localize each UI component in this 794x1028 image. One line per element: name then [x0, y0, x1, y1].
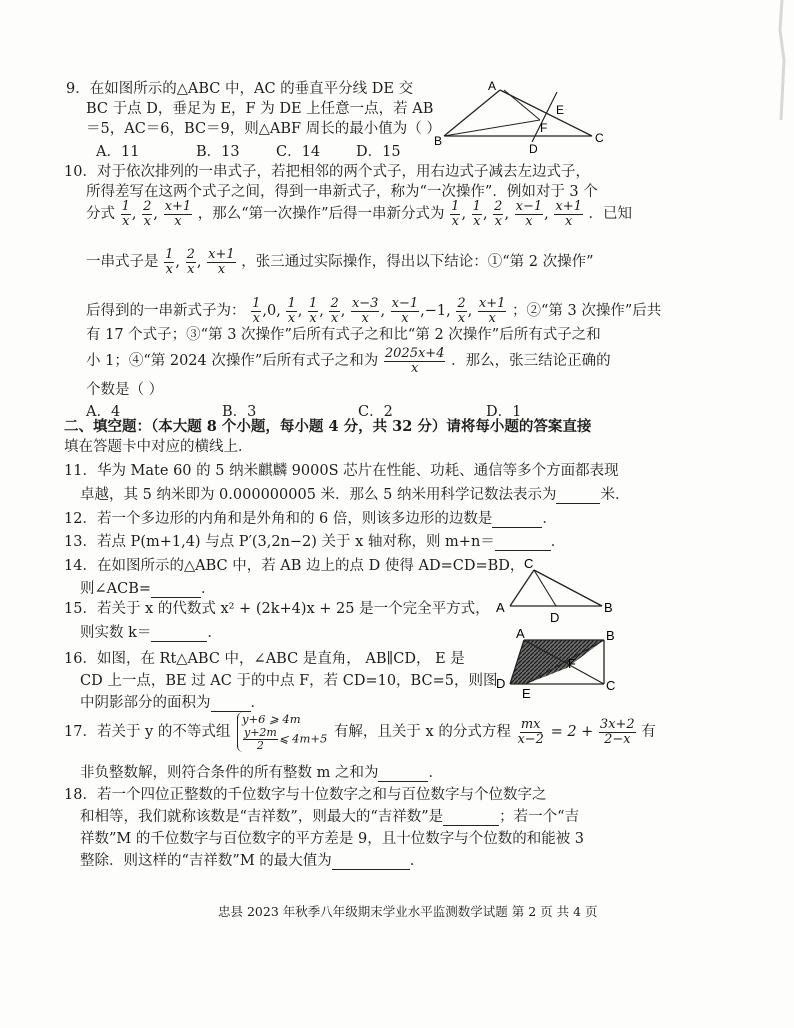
answer-blank[interactable]: [495, 536, 551, 551]
comma: ,: [276, 303, 281, 319]
q18-text: ；若一个“吉: [499, 809, 580, 825]
answer-blank[interactable]: [151, 583, 201, 598]
numerator: y+2m: [243, 726, 277, 739]
q18-line3: 祥数”M 的千位数字与百位数字的平方差是 9，且十位数字与个位数的和能被 3: [80, 831, 585, 847]
denominator: x: [451, 213, 459, 229]
numerator: 2: [186, 246, 195, 262]
inequality-1: y+6 ⩾ 4m: [241, 712, 301, 726]
q16-line3: [80, 694, 265, 712]
denominator: x: [488, 310, 496, 326]
q17-text: 有解，且关于 x 的分式方程: [333, 724, 511, 740]
q14-label-b: B: [604, 600, 613, 615]
q14-label-d: D: [550, 610, 560, 625]
fraction: [164, 200, 193, 229]
numerator: 1: [287, 295, 296, 311]
answer-blank[interactable]: [443, 811, 499, 826]
numerator: x−1: [515, 198, 543, 214]
fraction: [207, 248, 236, 277]
number: −1: [424, 303, 447, 319]
q10-text: ．那么，张三结论正确的: [451, 353, 611, 369]
denominator: 2−x: [604, 731, 631, 747]
fraction: [142, 200, 152, 229]
q11-line2: [80, 486, 629, 504]
fraction: [515, 200, 544, 229]
q10-text: 小 1；④“第 2024 次操作”后所有式子之和为: [86, 353, 379, 369]
comma: ,: [446, 303, 451, 319]
q9-triangle-figure: [432, 80, 612, 155]
q12-line: [64, 510, 557, 528]
equation-middle: = 2 +: [550, 724, 594, 740]
q17-text: 17．若关于 y 的不等式组: [64, 724, 231, 740]
q9-line3: ＝5，AC＝6，BC＝9，则△ABF 周长的最小值为（ ）: [86, 121, 441, 137]
q10-options: [86, 400, 536, 418]
denominator: x: [309, 310, 317, 326]
q9-options: [96, 140, 426, 158]
fraction: [472, 200, 482, 229]
q16-label-e: E: [522, 686, 531, 700]
q18-line4: [80, 852, 424, 870]
q15-text: ．: [207, 625, 222, 641]
q14-triangle-figure: [492, 556, 622, 626]
numerator: 1: [472, 198, 481, 214]
comma: ,: [131, 206, 137, 222]
q10-option-d[interactable]: D．1: [486, 404, 522, 420]
q9-label-e: E: [556, 103, 565, 117]
q15-text: 则实数 k＝: [80, 625, 152, 641]
q17-text: 非负整数解，则符合条件的所有整数 m 之和为: [80, 765, 379, 781]
comma: ,: [467, 303, 473, 319]
answer-blank[interactable]: [211, 697, 251, 712]
q15-line1: 15．若关于 x 的代数式 x² + (2k+4)x + 25 是一个完全平方式，: [64, 601, 490, 617]
denominator: x: [174, 213, 182, 229]
numerator: 2025x+4: [384, 345, 445, 361]
fraction: [384, 347, 446, 376]
denominator: x: [165, 261, 173, 277]
comma: ,: [196, 254, 202, 270]
fraction: [456, 297, 466, 326]
q11-text: 米．: [600, 487, 630, 503]
denominator: x: [411, 360, 419, 376]
scan-edge-mark: [734, 0, 794, 120]
q16-line1: 16．如图，在 Rt△ABC 中，∠ABC 是直角， AB∥CD， E 是: [64, 651, 465, 667]
q14-text: 则∠ACB=: [80, 581, 152, 597]
q17-line2: [80, 764, 443, 782]
denominator: x: [473, 213, 481, 229]
q17-line1: [64, 712, 656, 752]
fraction: [516, 718, 545, 747]
fraction: [478, 297, 507, 326]
q10-line7: [86, 343, 611, 379]
answer-blank[interactable]: [332, 855, 410, 870]
q10-line4: [86, 244, 594, 280]
q10-text: 分式: [86, 206, 115, 222]
q10-text: ．已知: [588, 206, 632, 222]
q16-label-c: C: [606, 678, 616, 693]
q10-line1: 10．对于依次排列的一串式子，若把相邻的两个式子，用右边式子减去左边式子，: [64, 164, 590, 180]
fraction: [164, 248, 174, 277]
q16-text: ．: [250, 695, 265, 711]
denominator: x: [401, 310, 409, 326]
q10-option-c[interactable]: C．2: [358, 404, 393, 420]
denominator: x: [457, 310, 466, 326]
numerator: 1: [308, 295, 318, 311]
q13-text: ．: [550, 534, 566, 550]
q9-label-a: A: [488, 80, 497, 93]
numerator: 2: [494, 198, 503, 214]
denominator: x: [217, 261, 226, 277]
answer-blank[interactable]: [492, 513, 542, 528]
q9-label-b: B: [434, 134, 443, 148]
fraction: [599, 718, 636, 747]
comma: ,: [262, 303, 267, 319]
q10-option-a[interactable]: A．4: [86, 404, 121, 420]
numerator: x−3: [351, 295, 379, 311]
comma: ,: [340, 303, 346, 319]
denominator: x: [564, 213, 573, 229]
answer-blank[interactable]: [378, 767, 428, 782]
q14-text: ．: [201, 581, 216, 597]
q15-line2: [80, 624, 222, 642]
numerator: 1: [451, 198, 460, 214]
q9-option-d[interactable]: D．15: [356, 144, 401, 160]
numerator: x+1: [555, 198, 582, 214]
comma: ,: [482, 206, 488, 222]
inequality-rest: ⩽ 4m+5: [278, 731, 328, 746]
q11-line1: 11．华为 Mate 60 的 5 纳米麒麟 9000S 芯片在性能、功耗、通信等多个方面都表现: [64, 463, 619, 479]
q13-line: [64, 533, 565, 551]
q11-text: 卓越，其 5 纳米即为 0.000000005 米．那么 5 纳米用科学记数法表示为: [80, 487, 557, 503]
comma: ,: [461, 206, 467, 222]
comma: ,: [175, 254, 180, 270]
q10-line8: 个数是（ ）: [86, 382, 164, 398]
q16-text: 中阴影部分的面积为: [80, 695, 211, 711]
q16-label-a: A: [516, 628, 525, 641]
denominator: x−2: [517, 731, 544, 747]
numerator: x+1: [208, 246, 235, 262]
q16-label-f: F: [568, 656, 576, 671]
comma: ,: [297, 303, 303, 319]
denominator: x: [122, 213, 130, 229]
comma: ,: [420, 303, 425, 319]
denominator: x: [252, 310, 260, 326]
section-2-heading-line2: 填在答题卡中对应的横线上．: [64, 439, 253, 455]
fraction: [186, 248, 196, 277]
q12-text: ．: [542, 511, 557, 527]
q16-trapezoid-figure: [494, 628, 624, 700]
denominator: x: [330, 310, 339, 326]
q10-text: 后得到的一串新式子为：: [86, 303, 246, 319]
inequality-2: [242, 727, 327, 752]
numerator: x+1: [164, 198, 192, 214]
q9-line2: BC 于点 D，垂足为 E，F 为 DE 上任意一点，若 AB: [86, 101, 434, 117]
fraction: [286, 297, 296, 326]
fraction: [450, 200, 460, 229]
fraction: [493, 200, 503, 229]
q18-line2: [80, 808, 579, 826]
q10-line3: [86, 196, 632, 232]
numerator: x−1: [391, 295, 419, 311]
q18-text: ．: [409, 853, 425, 869]
q10-line6: 有 17 个式子；③“第 3 次操作”后所有式子之和比“第 2 次操作”后所有式子之和: [86, 327, 601, 343]
comma: ,: [380, 303, 386, 319]
denominator: x: [525, 213, 533, 229]
numerator: 1: [121, 198, 130, 214]
number: 0: [267, 303, 277, 319]
q12-text: 12．若一个多边形的内角和是外角和的 6 倍，则该多边形的边数是: [64, 511, 493, 527]
q17-text: ．: [428, 765, 443, 781]
numerator: x+1: [478, 295, 506, 311]
comma: ,: [544, 206, 549, 222]
q14-label-c: C: [524, 556, 534, 571]
inequality-system: [237, 712, 327, 752]
q9-option-b[interactable]: B．13: [196, 144, 240, 160]
fraction: [308, 297, 318, 326]
fraction: [243, 727, 278, 752]
q9-label-f: F: [540, 121, 548, 135]
q10-option-b[interactable]: B．3: [222, 404, 257, 420]
q17-text: 有: [641, 724, 656, 740]
fraction: [329, 297, 339, 326]
answer-blank[interactable]: [151, 627, 207, 642]
numerator: 3x+2: [599, 716, 635, 732]
fraction: [351, 297, 380, 326]
denominator: 2: [256, 739, 264, 752]
q9-label-d: D: [529, 142, 538, 155]
denominator: x: [494, 213, 502, 229]
fraction: [121, 200, 131, 229]
comma: ,: [504, 206, 510, 222]
page-footer: 忠县 2023 年秋季八年级期末学业水平监测数学试题 第 2 页 共 4 页: [218, 904, 598, 919]
fraction: [554, 200, 583, 229]
q13-text: 13．若点 P(m+1,4) 与点 P′(3,2n−2) 关于 x 轴对称，则 m+n＝: [64, 534, 495, 550]
q16-line2: CD 上一点，BE 过 AC 于的中点 F，若 CD=10，BC=5，则图: [80, 673, 498, 689]
q16-label-b: B: [606, 628, 615, 643]
comma: ,: [153, 206, 158, 222]
q18-text: 和相等，我们就称该数是“吉祥数”，则最大的“吉祥数”是: [80, 809, 444, 825]
fraction: [391, 297, 420, 326]
denominator: x: [287, 310, 296, 326]
numerator: 1: [165, 246, 174, 262]
denominator: x: [187, 261, 195, 277]
q10-line2: 所得差写在这两个式子之间，得到一串新式子，称为“一次操作”．例如对于 3 个: [86, 184, 598, 200]
q10-line5: [86, 293, 661, 329]
numerator: 2: [143, 198, 152, 214]
q9-label-c: C: [595, 131, 604, 145]
q10-text: ；②“第 3 次操作”后共: [511, 303, 662, 319]
q10-text: ，那么“第一次操作”后得一串新分式为: [197, 206, 445, 222]
numerator: mx: [520, 716, 541, 732]
numerator: 2: [330, 295, 339, 311]
q14-label-a: A: [496, 600, 505, 615]
section-2-heading: 二、填空题：（本大题 8 个小题，每小题 4 分，共 32 分）请将每小题的答案直接: [64, 418, 592, 435]
q9-option-a[interactable]: A．11: [96, 144, 140, 160]
comma: ,: [319, 303, 324, 319]
q16-label-d: D: [496, 676, 506, 691]
q18-text: 整除．则这样的“吉祥数”M 的最大值为: [80, 853, 332, 869]
q10-text: ，张三通过实际操作，得出以下结论：①“第 2 次操作”: [241, 254, 594, 270]
denominator: x: [143, 213, 151, 229]
q18-line1: 18．若一个四位正整数的千位数字与十位数字之和与百位数字与个位数字之: [64, 787, 547, 803]
q10-text: 一串式子是: [86, 254, 159, 270]
q9-line1: 9．在如图所示的△ABC 中，AC 的垂直平分线 DE 交: [66, 81, 414, 97]
numerator: 1: [252, 295, 261, 311]
q14-line2: [80, 580, 216, 598]
q14-line1: 14．在如图所示的△ABC 中，若 AB 边上的点 D 使得 AD=CD=BD，: [64, 558, 525, 574]
q9-option-c[interactable]: C．14: [276, 144, 321, 160]
denominator: x: [361, 310, 369, 326]
numerator: 2: [457, 295, 466, 311]
fraction: [251, 297, 261, 326]
answer-blank[interactable]: [556, 489, 600, 504]
